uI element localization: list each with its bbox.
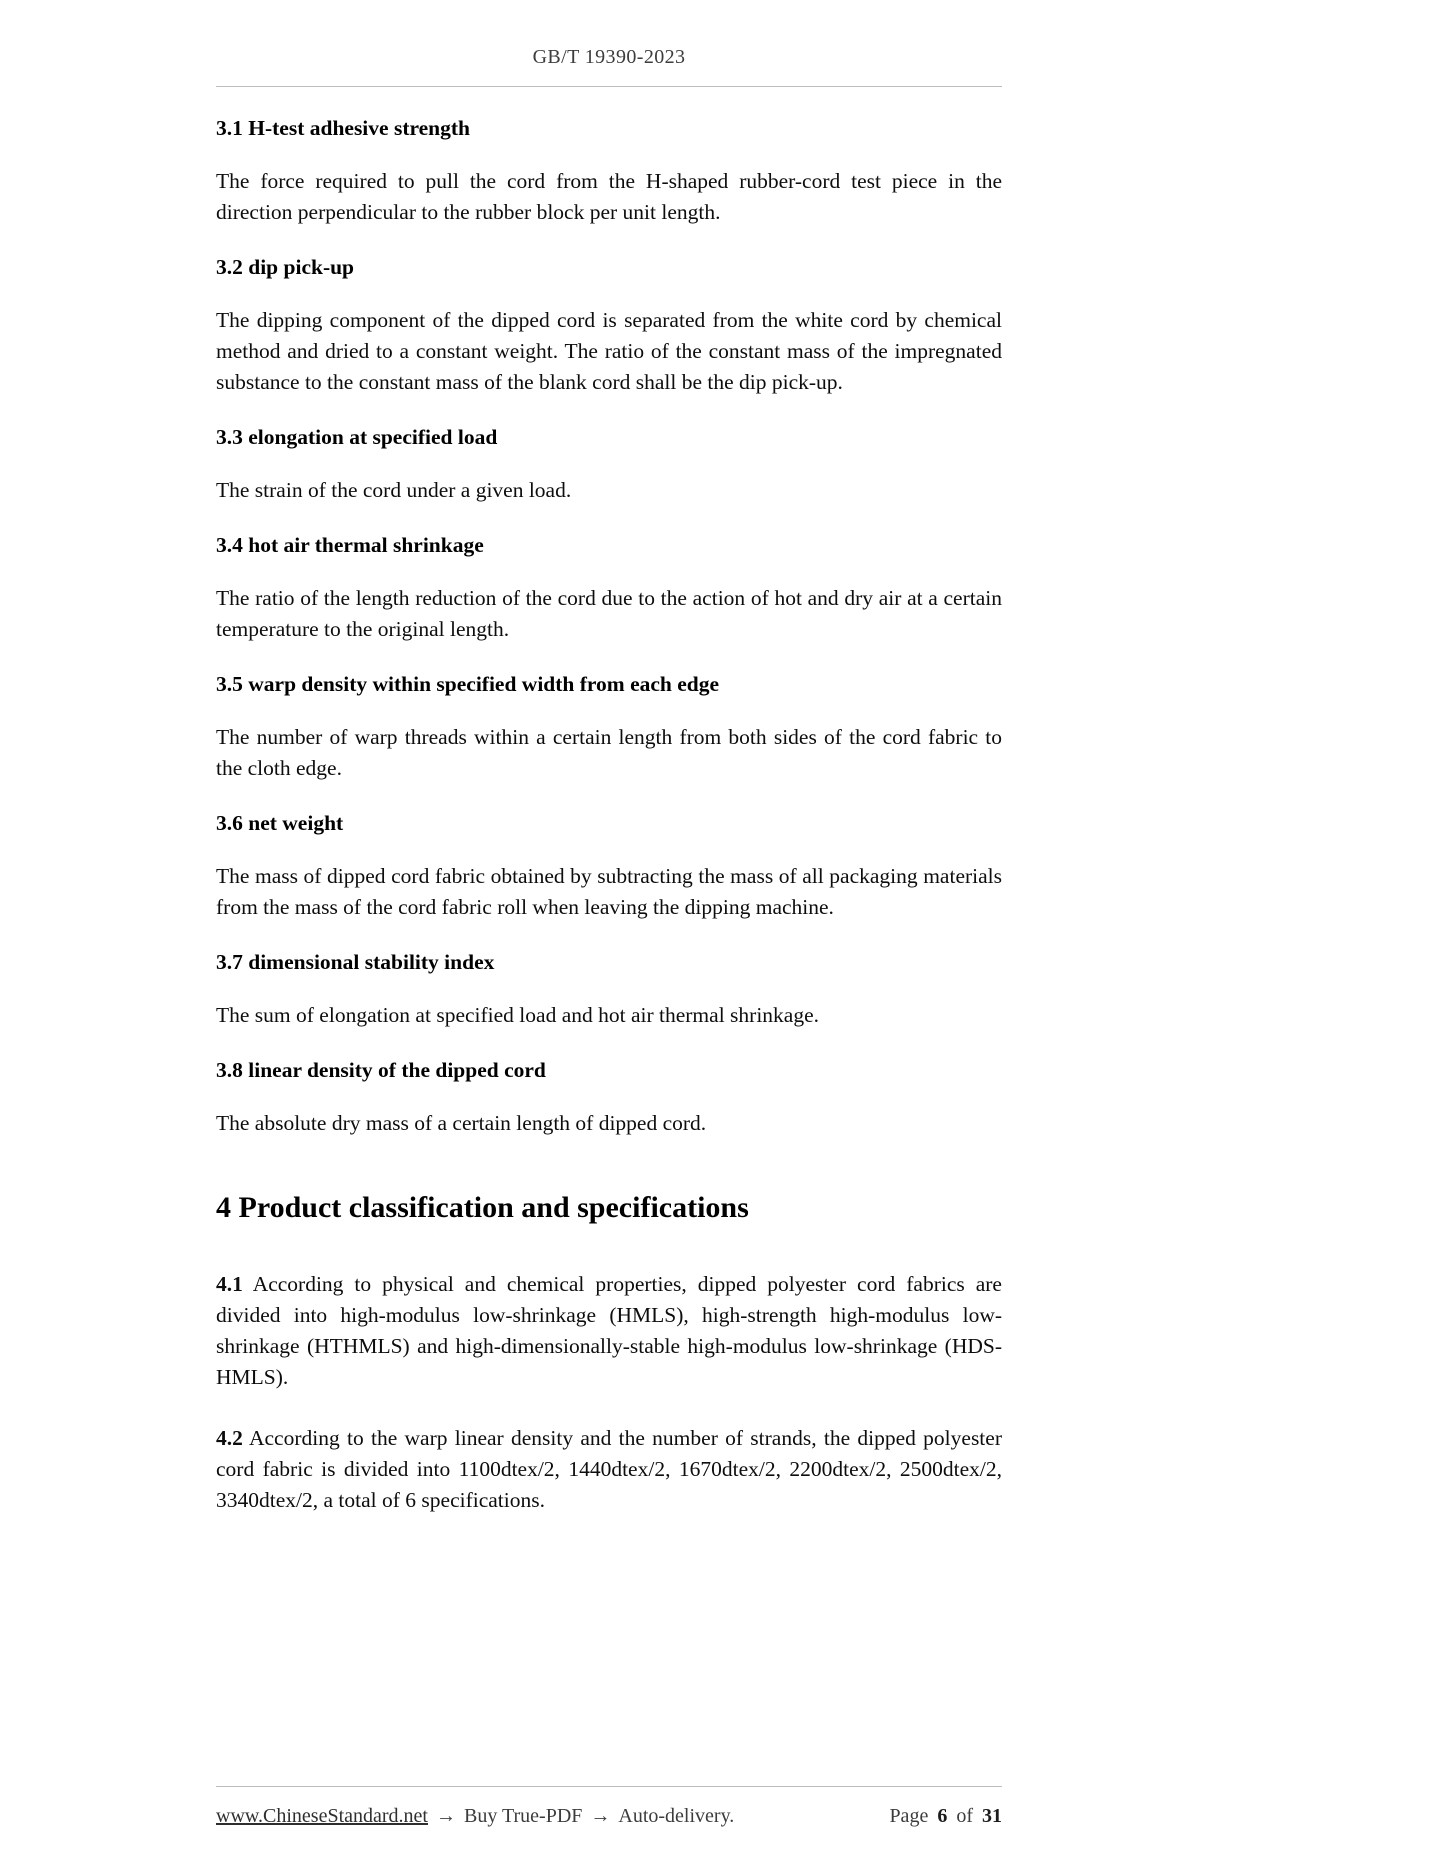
clause-4-2 (216, 1423, 1002, 1516)
clause-number: 4.2 (216, 1426, 243, 1450)
clause-text: According to the warp linear density and the number of strands, the dipped polyester cord fabric is divided into 1100dtex/2, 1440dtex/2, 1670dtex/2, 2200dtex/2, 2500dtex/2, 3340dtex/2, a total of 6 specifications. (216, 1426, 1002, 1512)
term-heading: 3.1 H-test adhesive strength (216, 116, 471, 140)
auto-delivery-text: Auto-delivery. (618, 1805, 735, 1827)
term-heading: 3.3 elongation at specified load (216, 425, 498, 449)
term-heading: 3.4 hot air thermal shrinkage (216, 533, 484, 557)
term-definition: The strain of the cord under a given load. (216, 478, 572, 502)
clause-number: 4.1 (216, 1272, 243, 1296)
document-body (216, 87, 1002, 1516)
term-heading: 3.6 net weight (216, 811, 344, 835)
term-section-3-6 (216, 811, 1002, 923)
footer-row (216, 1805, 1002, 1828)
term-definition: The absolute dry mass of a certain length of dipped cord. (216, 1111, 707, 1135)
document-header (216, 46, 1002, 87)
page-indicator (889, 1805, 1002, 1828)
chinesestandard-link[interactable]: www.ChineseStandard.net (216, 1805, 428, 1827)
term-heading: 3.2 dip pick-up (216, 255, 355, 279)
term-section-3-3 (216, 425, 1002, 506)
term-definition: The force required to pull the cord from the H-shaped rubber-cord test piece in the direction perpendicular to the rubber block per unit length. (216, 169, 1002, 224)
buy-true-pdf-text: Buy True-PDF (464, 1805, 583, 1827)
arrow-icon: → (590, 1805, 611, 1827)
term-heading: 3.8 linear density of the dipped cord (216, 1058, 546, 1082)
page-number: 6 (937, 1805, 948, 1827)
footer-source (216, 1805, 734, 1828)
term-section-3-1 (216, 116, 1002, 228)
footer-divider (216, 1786, 1002, 1787)
term-section-3-8 (216, 1058, 1002, 1139)
term-definition: The sum of elongation at specified load and hot air thermal shrinkage. (216, 1003, 820, 1027)
clause-4-1 (216, 1269, 1002, 1393)
term-section-3-2 (216, 255, 1002, 398)
term-section-3-7 (216, 950, 1002, 1031)
page-label: Page (889, 1805, 929, 1827)
term-section-3-4 (216, 533, 1002, 645)
total-pages: 31 (982, 1805, 1002, 1827)
term-section-3-5 (216, 672, 1002, 784)
arrow-icon: → (436, 1805, 456, 1827)
of-label: of (956, 1805, 973, 1827)
clause-text: According to physical and chemical properties, dipped polyester cord fabrics are divided into high-modulus low-shrinkage (HMLS), high-strength high-modulus low-shrinkage (HTHMLS) and high-dimensionally-stable high-modulus low-shrinkage (HDS-HMLS). (216, 1272, 1002, 1389)
term-definition: The mass of dipped cord fabric obtained by subtracting the mass of all packaging materials from the mass of the cord fabric roll when leaving the dipping machine. (216, 864, 1002, 919)
term-heading: 3.7 dimensional stability index (216, 950, 495, 974)
document-footer (216, 1786, 1002, 1828)
doc-number: GB/T 19390-2023 (532, 46, 686, 68)
term-definition: The number of warp threads within a certain length from both sides of the cord fabric to the cloth edge. (216, 725, 1002, 780)
term-definition: The ratio of the length reduction of the cord due to the action of hot and dry air at a certain temperature to the original length. (216, 586, 1002, 641)
term-definition: The dipping component of the dipped cord is separated from the white cord by chemical method and dried to a constant weight. The ratio of the constant mass of the impregnated substance to the constant mass of the blank cord shall be the dip pick-up. (216, 308, 1002, 394)
content-area (216, 46, 1002, 1516)
chapter-heading: 4 Product classification and specifications (216, 1191, 749, 1224)
term-heading: 3.5 warp density within specified width from each edge (216, 672, 720, 696)
